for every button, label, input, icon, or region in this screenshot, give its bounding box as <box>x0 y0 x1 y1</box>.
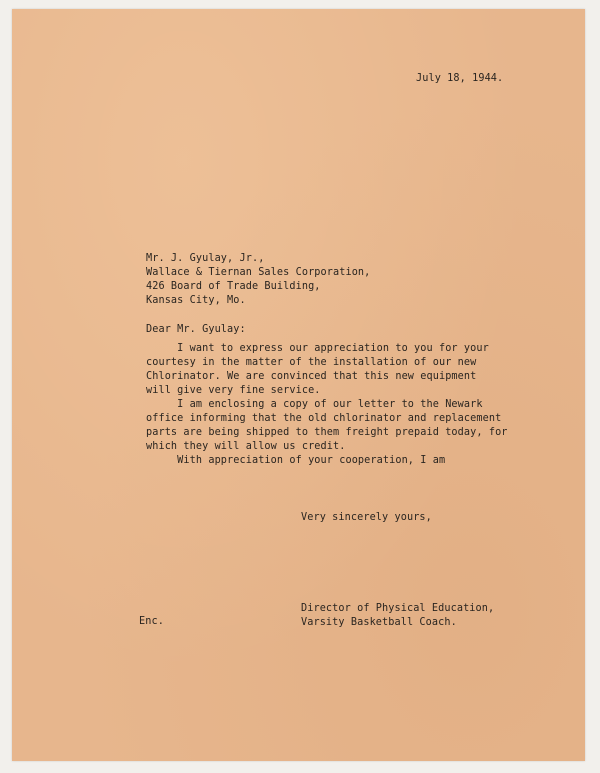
recipient-line: Kansas City, Mo. <box>146 295 246 306</box>
paragraph-line: will give very fine service. <box>146 385 321 396</box>
paragraph-line: which they will allow us credit. <box>146 441 346 452</box>
enclosure-notation: Enc. <box>139 616 164 627</box>
body-paragraph-3: With appreciation of your cooperation, I am <box>146 455 446 466</box>
complimentary-close: Very sincerely yours, <box>301 512 432 523</box>
letter-date: July 18, 1944. <box>416 73 504 84</box>
signature-block <box>301 602 494 630</box>
recipient-line: 426 Board of Trade Building, <box>146 281 321 292</box>
recipient-address <box>146 252 370 308</box>
signature-line: Director of Physical Education, <box>301 603 495 614</box>
paragraph-line: Chlorinator. We are convinced that this new equipment <box>146 371 477 382</box>
paragraph-line: office informing that the old chlorinator and replacement <box>146 413 502 424</box>
letter-page <box>12 9 585 761</box>
recipient-line: Wallace & Tiernan Sales Corporation, <box>146 267 371 278</box>
body-paragraph-1 <box>146 342 489 398</box>
paragraph-line: courtesy in the matter of the installation of our new <box>146 357 477 368</box>
paragraph-line: parts are being shipped to them freight prepaid today, for <box>146 427 508 438</box>
paragraph-line: I am enclosing a copy of our letter to the Newark <box>146 399 483 410</box>
body-paragraph-2 <box>146 398 508 454</box>
salutation: Dear Mr. Gyulay: <box>146 324 246 335</box>
signature-line: Varsity Basketball Coach. <box>301 617 457 628</box>
recipient-line: Mr. J. Gyulay, Jr., <box>146 253 265 264</box>
paragraph-line: I want to express our appreciation to you for your <box>146 343 489 354</box>
